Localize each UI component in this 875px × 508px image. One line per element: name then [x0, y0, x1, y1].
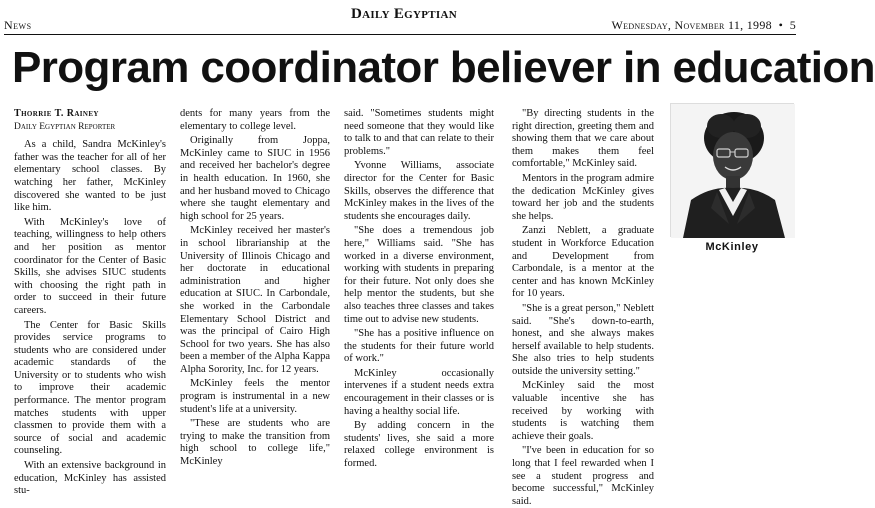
byline [14, 108, 166, 133]
paragraph: With McKinley's love of teaching, willingness to help others and her position as mentor coordinator for the Center of Basic Skills, she advises SIUC students with choosing the right path in order to succeed in their future careers. [14, 216, 166, 316]
article-column-2 [180, 108, 330, 468]
paragraph: With an extensive background in education, McKinley has assisted stu- [14, 460, 166, 497]
byline-author: Thorrie T. Rainey [14, 108, 99, 119]
portrait-figure [670, 103, 794, 255]
paragraph: said. "Sometimes students might need someone that they would like to talk to and that can relate to their problems." [344, 108, 494, 157]
paragraph: McKinley occasionally intervenes if a student needs extra encouragement in their classes or is having a healthy social life. [344, 367, 494, 417]
article-column-1 [14, 108, 166, 497]
byline-organization: Daily Egyptian Reporter [14, 121, 116, 132]
nameplate-text: Daily Egyptian [350, 6, 457, 22]
portrait-photo [670, 103, 794, 237]
headline: Program coordinator believer in education [12, 43, 875, 92]
section-name: News [4, 18, 32, 32]
paragraph: McKinley feels the mentor program is instrumental in a new student's life at a university. [180, 378, 330, 415]
paragraph: The Center for Basic Skills provides service programs to students who are considered under academic standards of the University or to students who wish to improve their academic performance. The mentor program matches students with upper classmen to provide them with a source of social and academic counseling. [14, 319, 166, 457]
paragraph: Zanzi Neblett, a graduate student in Workforce Education and Development from Carbondale, is a mentor at the center and has known McKinley for 10 years. [512, 225, 654, 300]
paragraph: Originally from Joppa, McKinley came to SIUC in 1956 and received her bachelor's degree in health education. In 1960, she and her husband moved to Chicago where she taught elementary and high school for 25 years. [180, 135, 330, 222]
photo-caption: McKinley [705, 241, 759, 253]
masthead [4, 4, 796, 34]
paragraph: As a child, Sandra McKinley's father was the teacher for all of her elementary school classes. By watching her father, McKinley discovered she wanted to be just like him. [14, 139, 166, 214]
paragraph: "These are students who are trying to make the transition from high school to college life," McKinley [180, 418, 330, 468]
paragraph: McKinley received her master's in school librarianship at the University of Illinois Chicago and her doctorate in educational administration and higher education at SIUC. In Carbondale, she worked in the Carbondale Elementary School District and was the principal of Cairo High School for two years. She has also been a member of the Alpha Kappa Alpha Sorority, Inc. for 12 years. [180, 225, 330, 375]
page-separator-icon: • [775, 18, 787, 32]
paragraph: "By directing students in the right direction, greeting them and showing them that we care about them makes them feel comfortable," McKinley said. [512, 108, 654, 170]
paragraph: Mentors in the program admire the dedication McKinley gives toward her job and the students she helps. [512, 172, 654, 222]
issue-date: Wednesday, November 11, 1998 [611, 18, 772, 32]
article-column-3 [344, 108, 494, 470]
paragraph: "She has a positive influence on the students for their future world of work." [344, 328, 494, 365]
paragraph: "I've been in education for so long that I feel rewarded when I see a student progress and become successful," McKinley said. [512, 445, 654, 507]
paragraph: dents for many years from the elementary to college level. [180, 108, 330, 132]
paragraph: "She is a great person," Neblett said. "She's down-to-earth, honest, and she always makes herself available to help students. She also tries to help students outside the university setting." [512, 302, 654, 377]
portrait-illustration [671, 104, 795, 238]
newspaper-nameplate [344, 6, 464, 23]
page-number: 5 [789, 18, 796, 32]
article-column-4 [512, 108, 654, 507]
paragraph: By adding concern in the students' lives, she said a more relaxed college environment is formed. [344, 420, 494, 470]
paragraph: Yvonne Williams, associate director for the Center for Basic Skills, observes the difference that McKinley makes in the lives of the students she encourages daily. [344, 160, 494, 222]
paragraph: McKinley said the most valuable incentive she has received by working with students is watching them achieve their goals. [512, 380, 654, 442]
article-body [14, 108, 654, 507]
masthead-rule [4, 34, 796, 35]
dateline [612, 18, 796, 33]
paragraph: "She does a tremendous job here," Williams said. "She has worked in a diverse environment, working with students in preparing for their future. Not only does she help mentor the students, but she also teaches three classes and takes time out to advise new students. [344, 225, 494, 325]
